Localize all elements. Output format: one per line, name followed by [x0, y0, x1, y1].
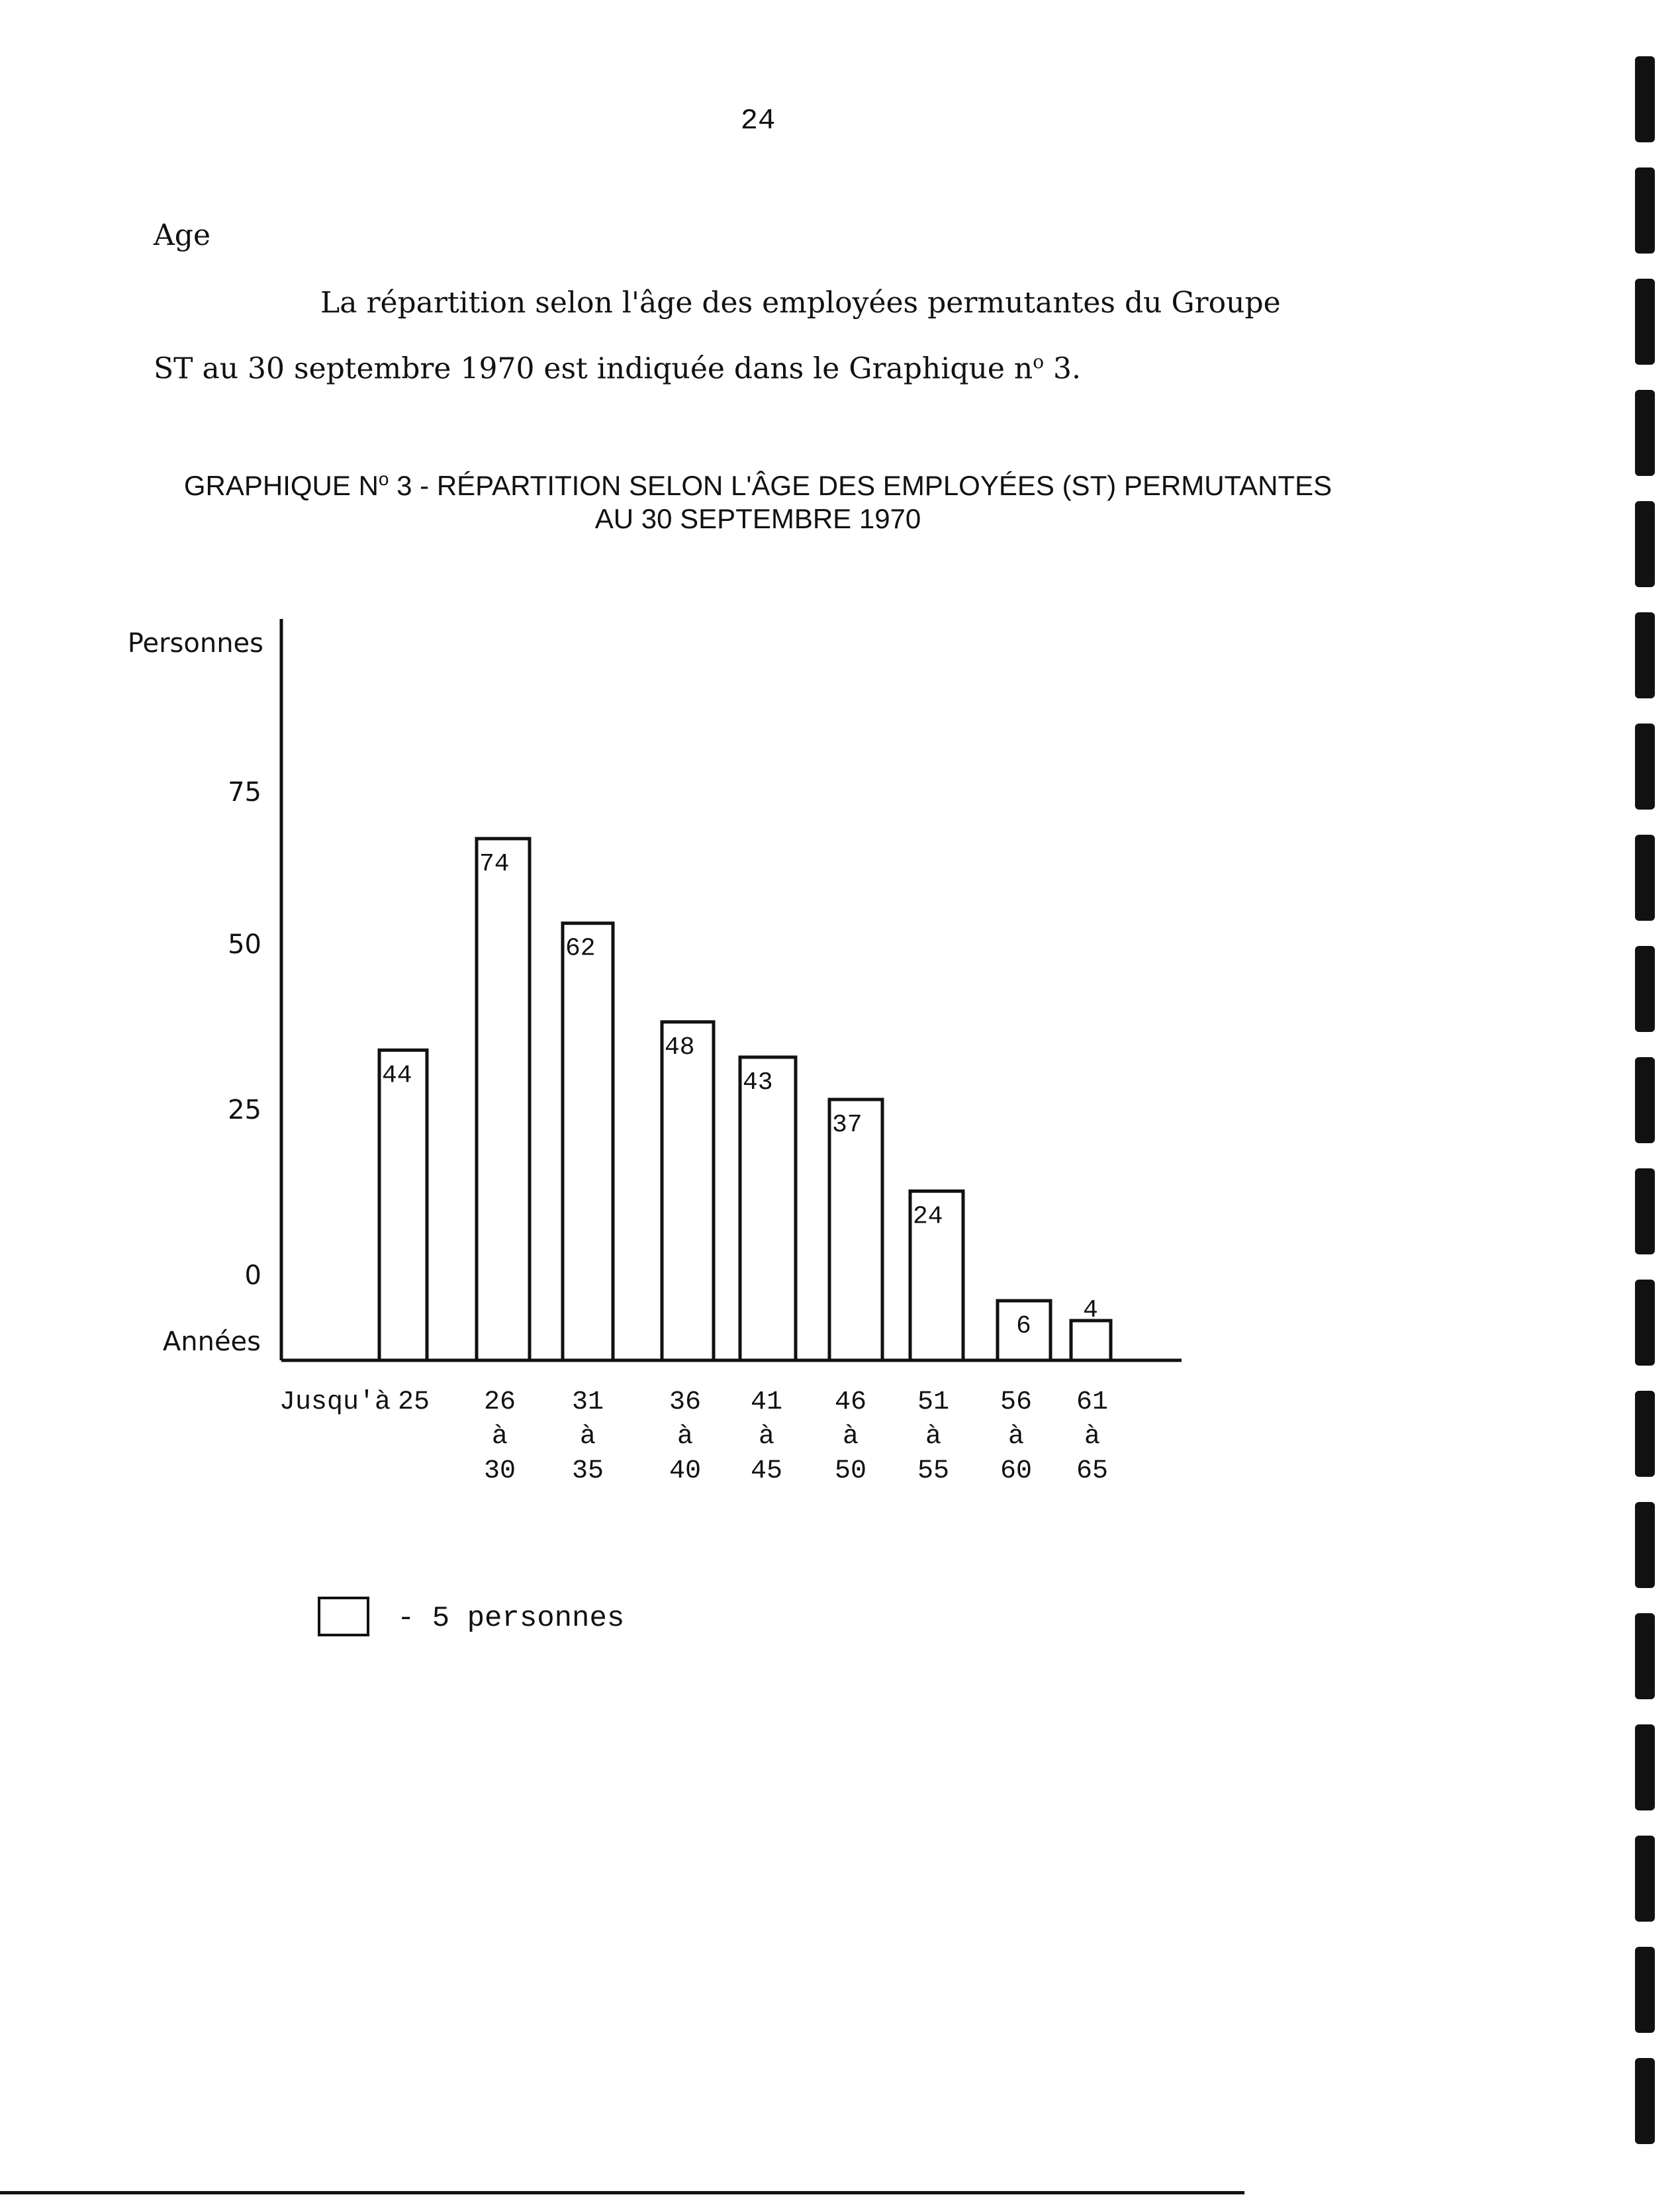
binder-hole	[1635, 390, 1655, 476]
binder-hole	[1635, 56, 1655, 142]
x-category-label: à	[1007, 1422, 1025, 1452]
x-category-label: 25	[397, 1387, 430, 1417]
binder-hole	[1635, 1947, 1655, 2033]
binder-hole	[1635, 1391, 1655, 1477]
bar-value-label: 4	[1083, 1296, 1098, 1325]
x-category-label: à	[758, 1422, 775, 1452]
bar	[740, 1057, 796, 1360]
y-tick-label: 25	[228, 1095, 261, 1125]
binder-hole	[1635, 1613, 1655, 1699]
binder-hole	[1635, 1280, 1655, 1366]
x-category-label: 61	[1076, 1387, 1109, 1417]
binder-hole	[1635, 835, 1655, 921]
binder-hole	[1635, 2058, 1655, 2144]
x-category-label: 55	[917, 1456, 950, 1486]
x-category-label: 45	[750, 1456, 783, 1486]
bar-value-label: 37	[832, 1110, 863, 1139]
binder-hole	[1635, 279, 1655, 365]
bar-value-label: 24	[913, 1202, 943, 1231]
binder-hole	[1635, 1502, 1655, 1588]
bar-value-label: 48	[665, 1033, 695, 1062]
chart-title-superscript: o	[378, 469, 389, 489]
x-category-label: à	[925, 1422, 942, 1452]
y-tick-label: 50	[228, 929, 261, 960]
x-category-label: 50	[834, 1456, 867, 1486]
x-category-label: à	[579, 1422, 596, 1452]
x-category-label: 40	[669, 1456, 702, 1486]
binder-hole	[1635, 724, 1655, 810]
binder-hole	[1635, 1168, 1655, 1254]
bar	[563, 923, 613, 1360]
binder-hole	[1635, 946, 1655, 1032]
section-heading: Age	[154, 218, 210, 252]
chart-title-line-2: AU 30 SEPTEMBRE 1970	[594, 503, 921, 534]
binder-hole	[1635, 612, 1655, 698]
x-category-label: 65	[1076, 1456, 1109, 1486]
bar	[477, 839, 530, 1360]
x-category-label: à	[1084, 1422, 1101, 1452]
bottom-rule	[0, 2191, 1244, 2194]
y-axis-title: Personnes	[127, 628, 263, 659]
chart-title-text: GRAPHIQUE N	[183, 470, 379, 501]
x-category-label: à	[491, 1422, 508, 1452]
bar	[379, 1050, 427, 1360]
paragraph-line-1: La répartition selon l'âge des employées permutantes du Groupe	[320, 286, 1281, 320]
y-tick-label: 0	[244, 1260, 261, 1291]
x-category-label: 56	[1000, 1387, 1033, 1417]
x-category-label: 46	[834, 1387, 867, 1417]
bar	[1071, 1321, 1111, 1360]
bar	[662, 1022, 714, 1360]
x-category-label: 30	[483, 1456, 516, 1486]
x-category-prefix: Jusqu'à	[279, 1387, 391, 1417]
binder-hole	[1635, 1836, 1655, 1922]
legend-box-symbol	[318, 1597, 369, 1636]
chart-title-text-end: 3 - RÉPARTITION SELON L'ÂGE DES EMPLOYÉES (ST) PERMUTANTES	[389, 470, 1332, 501]
x-category-label: 36	[669, 1387, 702, 1417]
bar-value-label: 62	[565, 934, 596, 963]
binder-hole	[1635, 1724, 1655, 1810]
paragraph-superscript: o	[1033, 351, 1045, 373]
x-category-label: à	[677, 1422, 694, 1452]
x-category-label: 26	[483, 1387, 516, 1417]
bar-value-label: 43	[743, 1068, 773, 1098]
legend-text: - 5 personnes	[397, 1602, 625, 1635]
binder-hole	[1635, 501, 1655, 587]
x-category-label: à	[842, 1422, 859, 1452]
x-category-label: 51	[917, 1387, 950, 1417]
x-category-label: 35	[571, 1456, 604, 1486]
x-category-label: 31	[571, 1387, 604, 1417]
bar-value-label: 6	[1016, 1312, 1031, 1340]
y-tick-label: 75	[228, 777, 261, 808]
x-axis-title: Années	[162, 1327, 261, 1357]
x-category-label: 60	[1000, 1456, 1033, 1486]
bar-value-label: 44	[382, 1061, 412, 1090]
x-category-label: 41	[750, 1387, 783, 1417]
binder-hole	[1635, 167, 1655, 254]
bar-value-label: 74	[479, 849, 510, 878]
page-number: 24	[740, 105, 776, 138]
binder-hole	[1635, 1057, 1655, 1143]
paragraph-line-2-end: 3.	[1044, 351, 1082, 386]
paragraph-line-2-text: ST au 30 septembre 1970 est indiquée dans le Graphique n	[154, 351, 1033, 386]
